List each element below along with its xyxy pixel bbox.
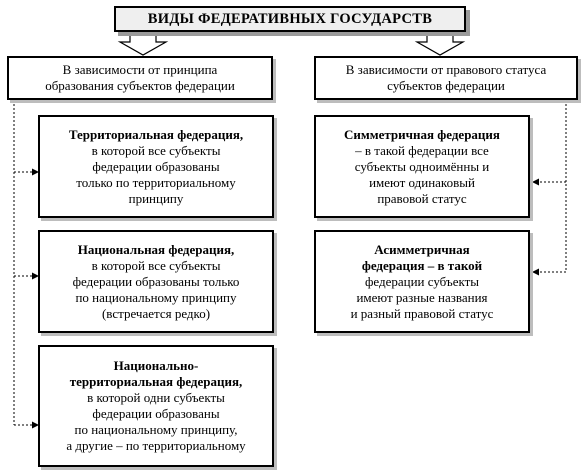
box-text-line: Национальная федерация, (77, 241, 235, 257)
box-text-line: федерации образованы только (72, 273, 240, 289)
diagram-title (114, 6, 466, 32)
territorial-federation-box (38, 115, 274, 218)
box-text-line: а другие – по территориальному (66, 438, 246, 453)
box-text-line: по национальному принципу, (74, 422, 238, 437)
box-text-line: (встречается редко) (101, 305, 211, 321)
box-text-line: территориальная федерация, (69, 374, 243, 389)
box-text-line: субъекты одноимённы и (354, 158, 490, 174)
box-text-line: Симметричная федерация (344, 126, 500, 142)
block-arrow-left (120, 32, 166, 55)
symmetric-federation-box (314, 115, 530, 218)
box-text-line: федерации субъекты (364, 273, 480, 289)
box-text-line: в которой все субъекты (91, 257, 221, 273)
national-federation-box (38, 230, 274, 333)
box-text-line: и разный правовой статус (350, 305, 494, 321)
box-text-line: имеют одинаковый (369, 174, 475, 190)
box-text-line: федерация – в такой (361, 257, 483, 273)
left-category-line: В зависимости от принципа (62, 62, 218, 77)
diagram-title-text: ВИДЫ ФЕДЕРАТИВНЫХ ГОСУДАРСТВ (147, 11, 433, 27)
asymmetric-federation-box (314, 230, 530, 333)
box-text-line: по национальному принципу (75, 289, 237, 305)
box-text-line: – в такой федерации все (355, 142, 489, 158)
right-category-box (314, 56, 578, 100)
box-text-line: принципу (128, 190, 184, 206)
national-territorial-federation-box (38, 345, 274, 467)
right-category-line: В зависимости от правового статуса (345, 62, 547, 77)
box-text-line: Национально- (113, 358, 199, 373)
block-arrow-right (417, 32, 463, 55)
box-text-line: только по территориальному (76, 174, 236, 190)
box-text-line: в которой одни субъекты (87, 390, 225, 405)
box-text-line: правовой статус (377, 190, 467, 206)
box-text-line: федерации образованы (92, 158, 220, 174)
left-category-line: образования субъектов федерации (45, 78, 235, 93)
box-text-line: Территориальная федерация, (68, 126, 244, 142)
box-text-line: в которой все субъекты (91, 142, 221, 158)
box-text-line: федерации образованы (92, 406, 220, 421)
left-category-box (7, 56, 273, 100)
right-category-line: субъектов федерации (387, 78, 505, 93)
box-text-line: Асимметричная (374, 241, 470, 257)
box-text-line: имеют разные названия (356, 289, 488, 305)
